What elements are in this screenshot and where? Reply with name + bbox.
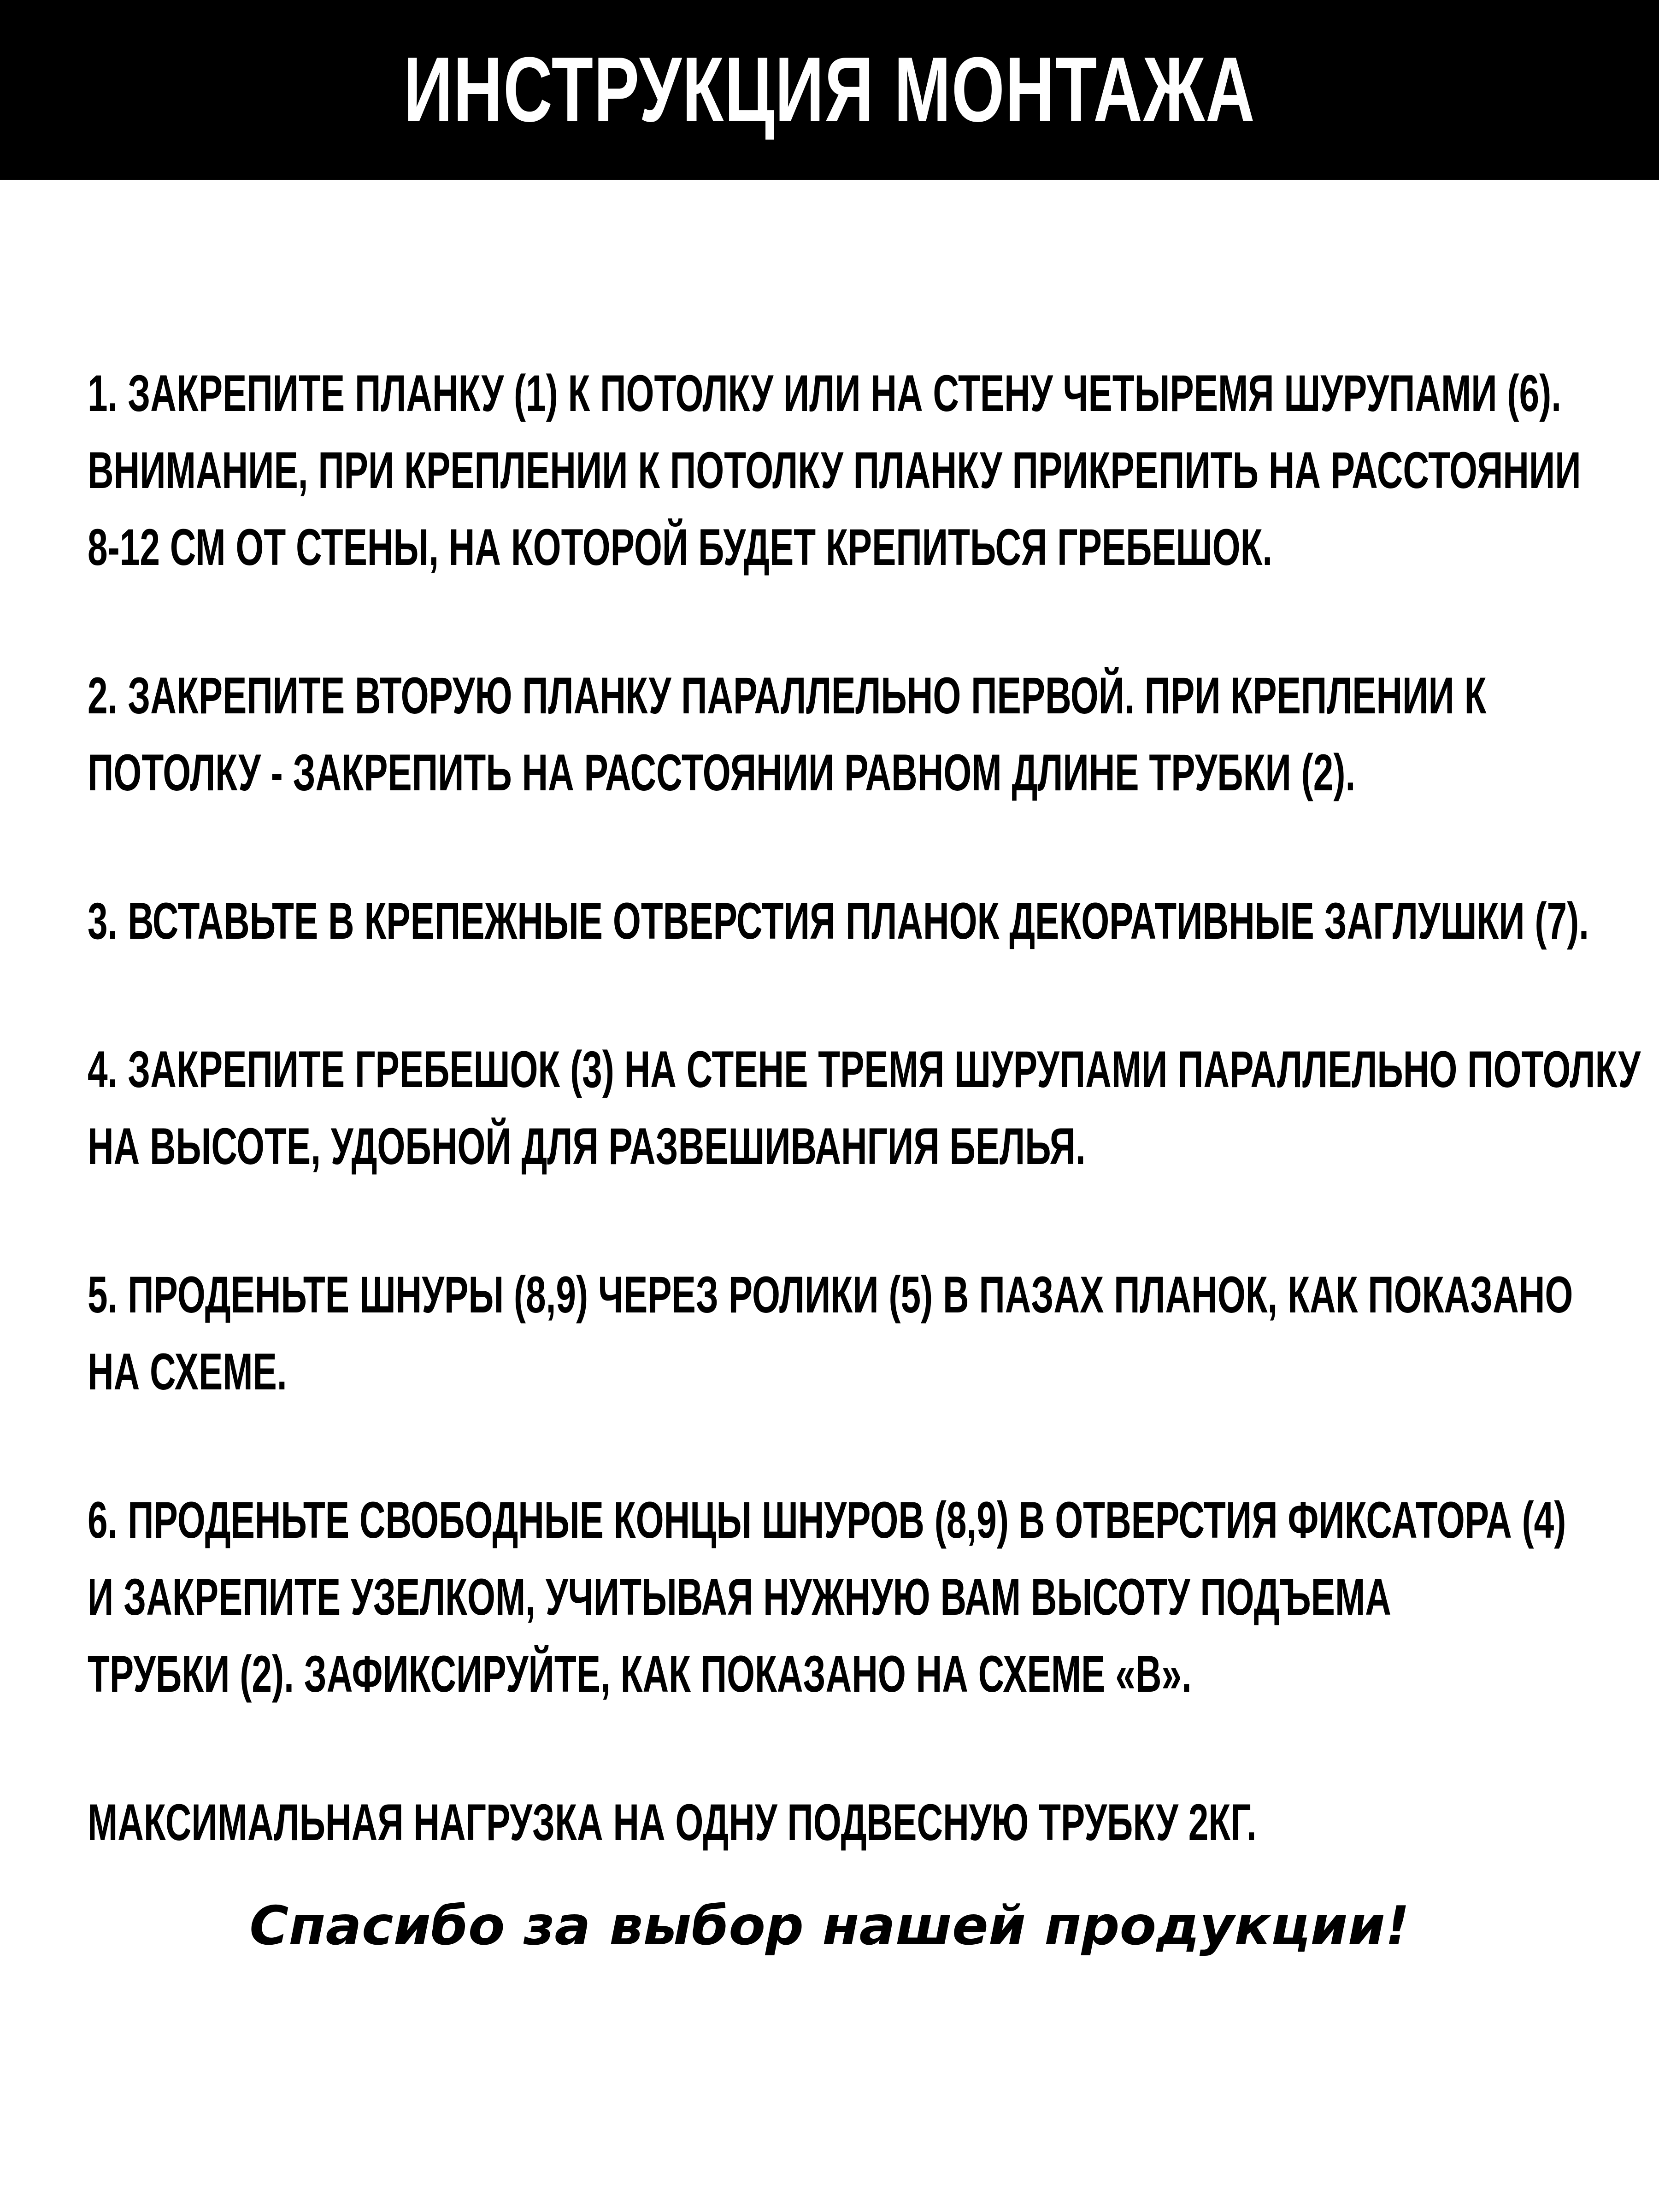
thank-you-message: Спасибо за выбор нашей продукции! — [249, 1895, 1410, 1957]
step-line: ТРУБКИ (2). ЗАФИКСИРУЙТЕ, КАК ПОКАЗАНО НА СХЕМЕ «В». — [88, 1645, 1192, 1703]
max-load-note — [88, 1784, 1608, 1861]
footer — [0, 1894, 1659, 1958]
step-5 — [88, 1256, 1608, 1410]
step-line: МАКСИМАЛЬНАЯ НАГРУЗКА НА ОДНУ ПОДВЕСНУЮ ТРУБКУ 2КГ. — [88, 1794, 1257, 1851]
step-line: 6. ПРОДЕНЬТЕ СВОБОДНЫЕ КОНЦЫ ШНУРОВ (8,9) В ОТВЕРСТИЯ ФИКСАТОРА (4) — [88, 1491, 1566, 1549]
step-line: ВНИМАНИЕ, ПРИ КРЕПЛЕНИИ К ПОТОЛКУ ПЛАНКУ ПРИКРЕПИТЬ НА РАССТОЯНИИ — [88, 441, 1581, 499]
step-6 — [88, 1482, 1608, 1712]
step-4 — [88, 1031, 1641, 1185]
header-bar — [0, 0, 1659, 180]
step-line: 3. ВСТАВЬТЕ В КРЕПЕЖНЫЕ ОТВЕРСТИЯ ПЛАНОК ДЕКОРАТИВНЫЕ ЗАГЛУШКИ (7). — [88, 892, 1589, 950]
step-line: 8-12 СМ ОТ СТЕНЫ, НА КОТОРОЙ БУДЕТ КРЕПИТЬСЯ ГРЕБЕШОК. — [88, 518, 1273, 576]
page-title: ИНСТРУКЦИЯ МОНТАЖА — [403, 38, 1256, 141]
step-line: И ЗАКРЕПИТЕ УЗЕЛКОМ, УЧИТЫВАЯ НУЖНУЮ ВАМ ВЫСОТУ ПОДЪЕМА — [88, 1568, 1391, 1626]
step-2 — [88, 657, 1608, 811]
step-line: НА ВЫСОТЕ, УДОБНОЙ ДЛЯ РАЗВЕШИВАНГИЯ БЕЛЬЯ. — [88, 1118, 1086, 1175]
step-line: 5. ПРОДЕНЬТЕ ШНУРЫ (8,9) ЧЕРЕЗ РОЛИКИ (5) В ПАЗАХ ПЛАНОК, КАК ПОКАЗАНО — [88, 1266, 1573, 1324]
step-3 — [88, 882, 1608, 959]
step-line: ПОТОЛКУ - ЗАКРЕПИТЬ НА РАССТОЯНИИ РАВНОМ ДЛИНЕ ТРУБКИ (2). — [88, 744, 1356, 801]
step-line: 1. ЗАКРЕПИТЕ ПЛАНКУ (1) К ПОТОЛКУ ИЛИ НА СТЕНУ ЧЕТЫРЕМЯ ШУРУПАМИ (6). — [88, 365, 1562, 422]
instructions-list — [88, 355, 1641, 1932]
step-line: 2. ЗАКРЕПИТЕ ВТОРУЮ ПЛАНКУ ПАРАЛЛЕЛЬНО ПЕРВОЙ. ПРИ КРЕПЛЕНИИ К — [88, 667, 1487, 724]
step-line: 4. ЗАКРЕПИТЕ ГРЕБЕШОК (3) НА СТЕНЕ ТРЕМЯ ШУРУПАМИ ПАРАЛЛЕЛЬНО ПОТОЛКУ — [88, 1041, 1641, 1098]
step-1 — [88, 355, 1608, 586]
step-line: НА СХЕМЕ. — [88, 1343, 287, 1400]
